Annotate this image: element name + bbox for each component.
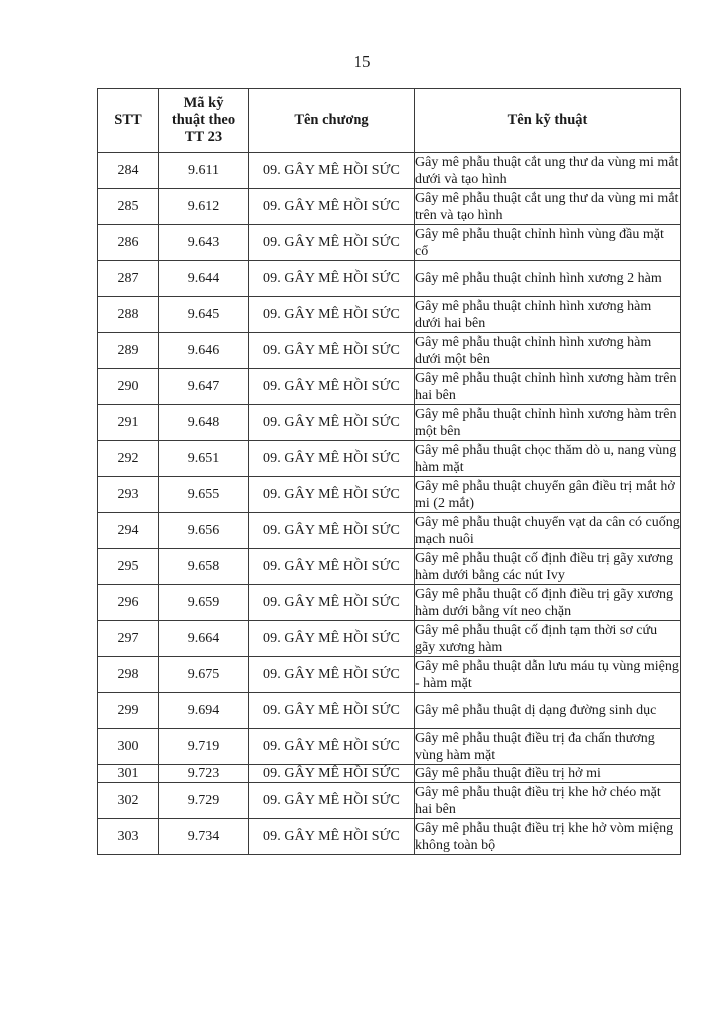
- table-row: [98, 765, 681, 783]
- table-row: [98, 441, 681, 477]
- row-ten-chuong: 09. GÂY MÊ HỒI SỨC: [249, 369, 415, 405]
- table-row: [98, 585, 681, 621]
- row-ma-ky-thuat: 9.734: [159, 819, 249, 855]
- row-stt: 288: [98, 297, 159, 333]
- table-row: [98, 261, 681, 297]
- row-ten-chuong: 09. GÂY MÊ HỒI SỨC: [249, 819, 415, 855]
- row-ten-chuong: 09. GÂY MÊ HỒI SỨC: [249, 477, 415, 513]
- row-ten-chuong: 09. GÂY MÊ HỒI SỨC: [249, 693, 415, 729]
- header-stt: STT: [98, 89, 159, 153]
- row-ten-chuong: 09. GÂY MÊ HỒI SỨC: [249, 261, 415, 297]
- table-row: [98, 657, 681, 693]
- row-stt: 289: [98, 333, 159, 369]
- row-ten-chuong: 09. GÂY MÊ HỒI SỨC: [249, 549, 415, 585]
- row-stt: 286: [98, 225, 159, 261]
- table-row: [98, 225, 681, 261]
- table-row: [98, 621, 681, 657]
- row-ten-chuong: 09. GÂY MÊ HỒI SỨC: [249, 585, 415, 621]
- row-ten-chuong: 09. GÂY MÊ HỒI SỨC: [249, 729, 415, 765]
- row-ten-chuong: 09. GÂY MÊ HỒI SỨC: [249, 441, 415, 477]
- row-ma-ky-thuat: 9.612: [159, 189, 249, 225]
- row-ma-ky-thuat: 9.648: [159, 405, 249, 441]
- table-row: [98, 477, 681, 513]
- row-ten-ky-thuat: Gây mê phẫu thuật chỉnh hình xương hàm trên một bên: [415, 405, 681, 441]
- page-number: 15: [353, 52, 371, 71]
- header-ten-ky-thuat: Tên kỹ thuật: [415, 89, 681, 153]
- table-body: [98, 153, 681, 855]
- row-stt: 287: [98, 261, 159, 297]
- header-ma-ky-thuat: [159, 89, 249, 153]
- row-ma-ky-thuat: 9.651: [159, 441, 249, 477]
- row-ma-ky-thuat: 9.655: [159, 477, 249, 513]
- table-row: [98, 153, 681, 189]
- table-row: [98, 513, 681, 549]
- row-stt: 293: [98, 477, 159, 513]
- row-stt: 292: [98, 441, 159, 477]
- row-stt: 300: [98, 729, 159, 765]
- row-ten-ky-thuat: Gây mê phẫu thuật cắt ung thư da vùng mi mắt dưới và tạo hình: [415, 153, 681, 189]
- header-ma-line3: TT 23: [184, 129, 223, 145]
- row-ma-ky-thuat: 9.643: [159, 225, 249, 261]
- row-stt: 295: [98, 549, 159, 585]
- row-ten-chuong: 09. GÂY MÊ HỒI SỨC: [249, 657, 415, 693]
- row-ten-chuong: 09. GÂY MÊ HỒI SỨC: [249, 405, 415, 441]
- row-ma-ky-thuat: 9.644: [159, 261, 249, 297]
- row-ten-ky-thuat: Gây mê phẫu thuật điều trị đa chấn thương vùng hàm mặt: [415, 729, 681, 765]
- row-ten-ky-thuat: Gây mê phẫu thuật chỉnh hình xương hàm dưới một bên: [415, 333, 681, 369]
- header-ten-chuong: Tên chương: [249, 89, 415, 153]
- row-ma-ky-thuat: 9.611: [159, 153, 249, 189]
- table-row: [98, 549, 681, 585]
- header-ma-line1: Mã kỹ: [183, 95, 224, 111]
- header-ma-line2: thuật theo: [171, 112, 236, 128]
- row-ten-ky-thuat: Gây mê phẫu thuật chọc thăm dò u, nang vùng hàm mặt: [415, 441, 681, 477]
- row-stt: 302: [98, 783, 159, 819]
- row-stt: 285: [98, 189, 159, 225]
- table-row: [98, 189, 681, 225]
- row-ma-ky-thuat: 9.658: [159, 549, 249, 585]
- row-ma-ky-thuat: 9.729: [159, 783, 249, 819]
- row-ten-ky-thuat: Gây mê phẫu thuật chuyển vạt da cân có cuống mạch nuôi: [415, 514, 680, 547]
- row-ma-ky-thuat: 9.675: [159, 657, 249, 693]
- row-stt: 290: [98, 369, 159, 405]
- row-ten-ky-thuat: Gây mê phẫu thuật chỉnh hình vùng đầu mặt cổ: [415, 225, 681, 261]
- row-ten-ky-thuat: Gây mê phẫu thuật chuyển gân điều trị mắt hở mi (2 mắt): [415, 477, 681, 513]
- row-ma-ky-thuat: 9.719: [159, 729, 249, 765]
- row-ten-ky-thuat: Gây mê phẫu thuật chỉnh hình xương hàm dưới hai bên: [415, 297, 681, 333]
- row-stt: 294: [98, 513, 159, 549]
- row-ten-ky-thuat: Gây mê phẫu thuật cắt ung thư da vùng mi mắt trên và tạo hình: [415, 189, 681, 225]
- row-ten-chuong: 09. GÂY MÊ HỒI SỨC: [249, 621, 415, 657]
- row-ma-ky-thuat: 9.656: [159, 513, 249, 549]
- row-ma-ky-thuat: 9.723: [159, 765, 249, 783]
- table-row: [98, 783, 681, 819]
- row-ma-ky-thuat: 9.646: [159, 333, 249, 369]
- row-ten-chuong: 09. GÂY MÊ HỒI SỨC: [249, 297, 415, 333]
- row-ten-chuong: 09. GÂY MÊ HỒI SỨC: [249, 225, 415, 261]
- row-stt: 298: [98, 657, 159, 693]
- row-ten-ky-thuat: Gây mê phẫu thuật cố định tạm thời sơ cứu gãy xương hàm: [415, 621, 681, 657]
- row-ten-ky-thuat: Gây mê phẫu thuật cố định điều trị gãy xương hàm dưới bằng các nút Ivy: [415, 549, 681, 585]
- table-row: [98, 333, 681, 369]
- table-row: [98, 819, 681, 855]
- table-header-row: [98, 89, 681, 153]
- procedure-table: [97, 88, 681, 855]
- row-stt: 284: [98, 153, 159, 189]
- row-ten-ky-thuat: Gây mê phẫu thuật chỉnh hình xương 2 hàm: [415, 261, 681, 297]
- row-ma-ky-thuat: 9.664: [159, 621, 249, 657]
- row-ma-ky-thuat: 9.647: [159, 369, 249, 405]
- row-stt: 303: [98, 819, 159, 855]
- row-stt: 296: [98, 585, 159, 621]
- row-ten-chuong: 09. GÂY MÊ HỒI SỨC: [249, 783, 415, 819]
- row-stt: 291: [98, 405, 159, 441]
- table-row: [98, 405, 681, 441]
- row-ten-ky-thuat: Gây mê phẫu thuật điều trị khe hở vòm miệng không toàn bộ: [415, 819, 681, 855]
- row-ten-chuong: 09. GÂY MÊ HỒI SỨC: [249, 765, 415, 783]
- row-stt: 299: [98, 693, 159, 729]
- row-ten-ky-thuat: Gây mê phẫu thuật điều trị hở mi: [415, 765, 681, 783]
- table-row: [98, 369, 681, 405]
- row-ten-ky-thuat: Gây mê phẫu thuật điều trị khe hở chéo mặt hai bên: [415, 783, 681, 819]
- table-row: [98, 729, 681, 765]
- row-ten-chuong: 09. GÂY MÊ HỒI SỨC: [249, 189, 415, 225]
- row-ten-ky-thuat: Gây mê phẫu thuật cố định điều trị gãy xương hàm dưới bằng vít neo chặn: [415, 585, 681, 621]
- row-stt: 297: [98, 621, 159, 657]
- row-ten-chuong: 09. GÂY MÊ HỒI SỨC: [249, 153, 415, 189]
- row-ma-ky-thuat: 9.659: [159, 585, 249, 621]
- row-ten-ky-thuat: Gây mê phẫu thuật dị dạng đường sinh dục: [415, 693, 681, 729]
- row-ten-ky-thuat: Gây mê phẫu thuật dẫn lưu máu tụ vùng miệng - hàm mặt: [415, 658, 679, 691]
- table-row: [98, 297, 681, 333]
- table-row: [98, 693, 681, 729]
- row-stt: 301: [98, 765, 159, 783]
- row-ten-ky-thuat: Gây mê phẫu thuật chỉnh hình xương hàm trên hai bên: [415, 369, 681, 405]
- row-ma-ky-thuat: 9.645: [159, 297, 249, 333]
- row-ten-chuong: 09. GÂY MÊ HỒI SỨC: [249, 513, 415, 549]
- row-ten-chuong: 09. GÂY MÊ HỒI SỨC: [249, 333, 415, 369]
- row-ma-ky-thuat: 9.694: [159, 693, 249, 729]
